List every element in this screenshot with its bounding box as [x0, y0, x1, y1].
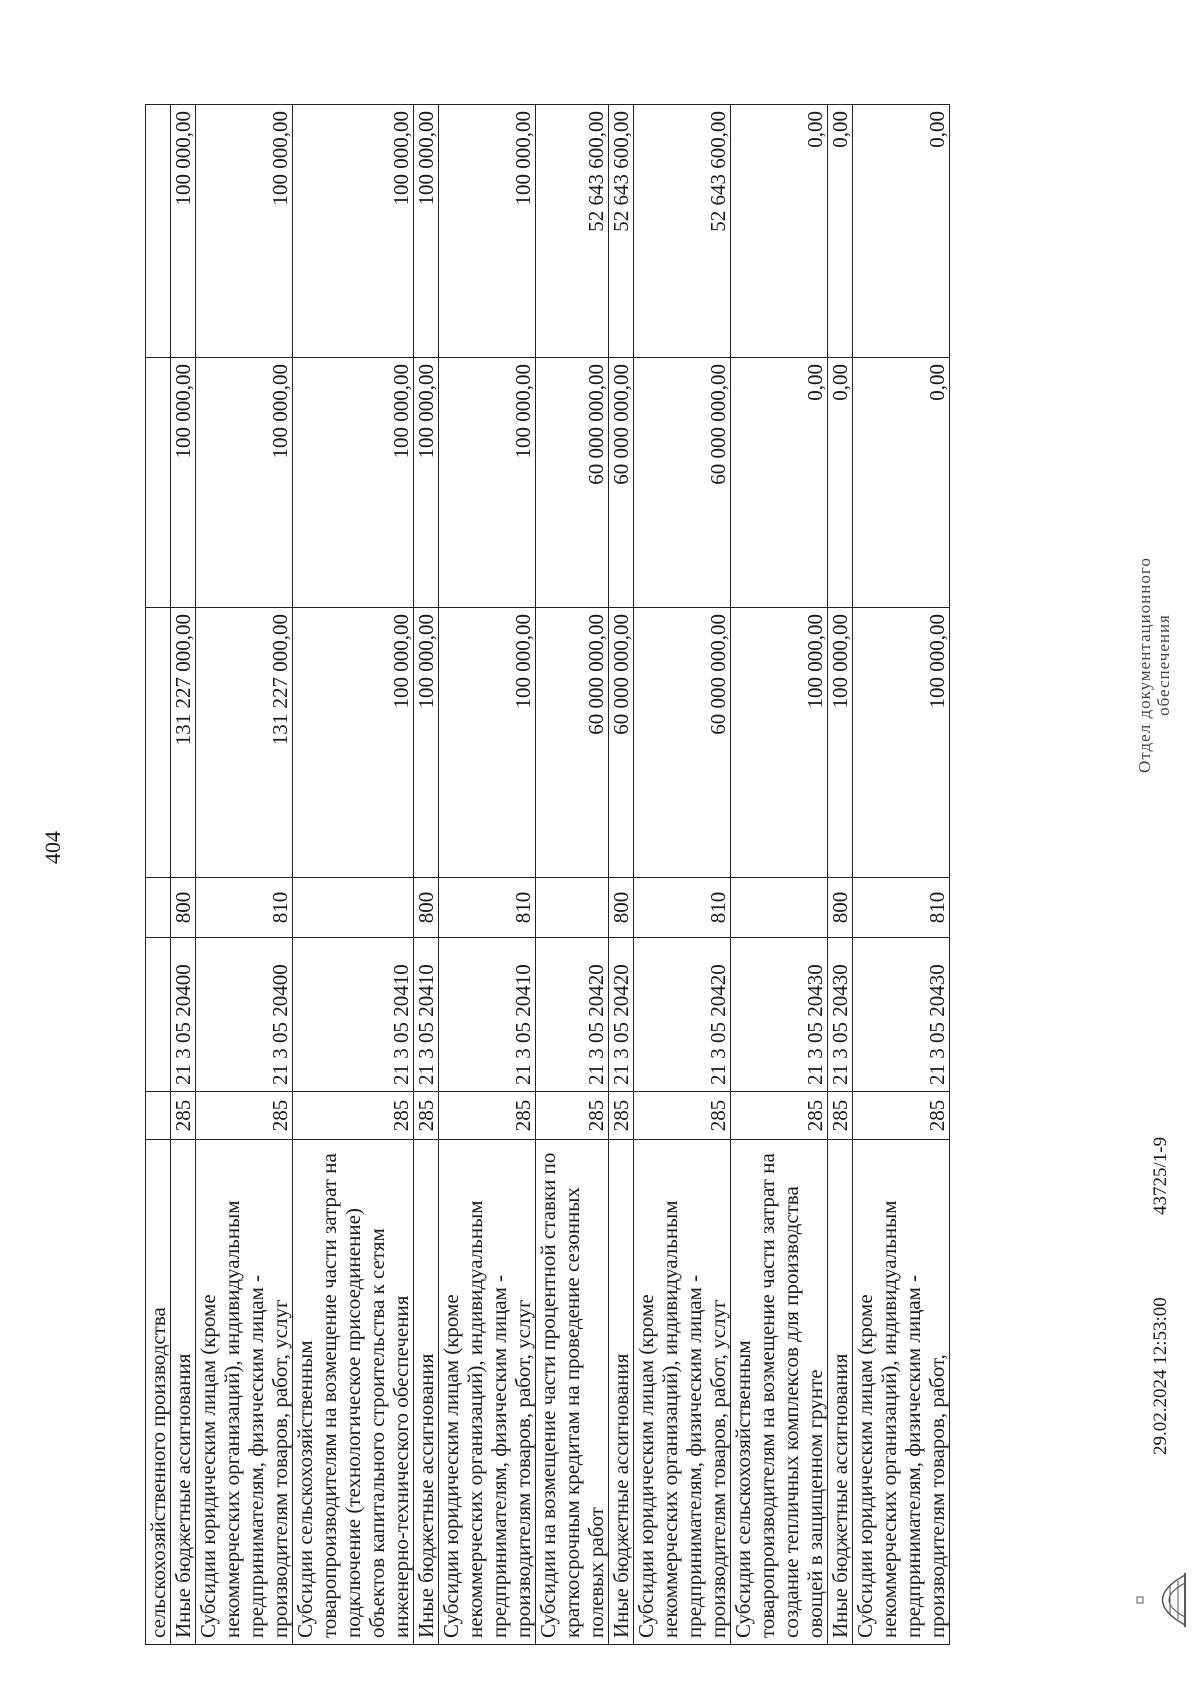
cell-s3: 52 643 600,00	[634, 105, 731, 358]
cell-ved: 285	[731, 1092, 828, 1140]
table-row	[634, 105, 731, 1645]
cell-s1: 100 000,00	[731, 608, 828, 878]
table-row	[146, 105, 171, 1645]
table-row	[196, 105, 293, 1645]
cell-s3: 52 643 600,00	[536, 105, 609, 358]
cell-vr: 810	[439, 878, 536, 938]
cell-desc: Субсидии юридическим лицам (кроме некоммерческих организаций), индивидуальным предпринимателям, физическим лицам - производителям товаров, работ, услуг	[439, 1140, 536, 1645]
table-row	[171, 105, 196, 1645]
cell-s3: 100 000,00	[414, 105, 439, 358]
footer-date: 29.02.2024 12:53:00	[1150, 1297, 1171, 1455]
cell-csr: 21 3 05 20420	[634, 938, 731, 1092]
cell-s2	[146, 358, 171, 608]
stamp-line-2: обеспечения	[1154, 614, 1173, 716]
cell-vr: 800	[171, 878, 196, 938]
cell-s2: 100 000,00	[414, 358, 439, 608]
cell-s1: 100 000,00	[853, 608, 950, 878]
cell-s3: 100 000,00	[171, 105, 196, 358]
cell-s1: 60 000 000,00	[536, 608, 609, 878]
cell-s1: 100 000,00	[828, 608, 853, 878]
cell-vr: 810	[196, 878, 293, 938]
cell-desc: Иные бюджетные ассигнования	[171, 1140, 196, 1645]
cell-s2: 100 000,00	[439, 358, 536, 608]
cell-csr: 21 3 05 20410	[439, 938, 536, 1092]
cell-csr: 21 3 05 20430	[853, 938, 950, 1092]
stamp-line-1: Отдел документационного	[1135, 557, 1154, 773]
cell-s3: 0,00	[853, 105, 950, 358]
cell-s3	[146, 105, 171, 358]
cell-s1: 131 227 000,00	[171, 608, 196, 878]
cell-vr: 800	[828, 878, 853, 938]
cell-s2: 0,00	[828, 358, 853, 608]
cell-s3: 52 643 600,00	[609, 105, 634, 358]
budget-table	[145, 104, 950, 1645]
cell-s2: 0,00	[853, 358, 950, 608]
cell-desc: Субсидии юридическим лицам (кроме некоммерческих организаций), индивидуальным предпринимателям, физическим лицам - производителям товаров, работ, услуг	[634, 1140, 731, 1645]
cell-csr	[146, 938, 171, 1092]
table-row	[828, 105, 853, 1645]
cell-vr	[536, 878, 609, 938]
cell-s3: 100 000,00	[196, 105, 293, 358]
cell-s1: 60 000 000,00	[634, 608, 731, 878]
cell-ved: 285	[609, 1092, 634, 1140]
cell-ved: 285	[536, 1092, 609, 1140]
cell-s3: 100 000,00	[439, 105, 536, 358]
cell-ved: 285	[293, 1092, 414, 1140]
cell-desc: сельскохозяйственного производства	[146, 1140, 171, 1645]
cell-vr: 810	[634, 878, 731, 938]
cell-s2: 60 000 000,00	[536, 358, 609, 608]
cell-csr: 21 3 05 20410	[293, 938, 414, 1092]
cell-s3: 100 000,00	[293, 105, 414, 358]
cell-s2: 100 000,00	[196, 358, 293, 608]
cell-s1: 60 000 000,00	[609, 608, 634, 878]
cell-vr: 800	[609, 878, 634, 938]
cell-s3: 0,00	[731, 105, 828, 358]
cell-ved: 285	[196, 1092, 293, 1140]
cell-vr	[293, 878, 414, 938]
cell-vr: 800	[414, 878, 439, 938]
cell-s1: 100 000,00	[414, 608, 439, 878]
cell-desc: Субсидии юридическим лицам (кроме некоммерческих организаций), индивидуальным предпринимателям, физическим лицам - производителям товаров, работ, услуг	[196, 1140, 293, 1645]
footer-stamp	[1135, 485, 1173, 845]
table-row	[293, 105, 414, 1645]
cell-s1: 131 227 000,00	[196, 608, 293, 878]
cell-csr: 21 3 05 20420	[609, 938, 634, 1092]
cell-s1: 100 000,00	[293, 608, 414, 878]
cell-s1: 100 000,00	[439, 608, 536, 878]
table-row	[536, 105, 609, 1645]
table-row	[853, 105, 950, 1645]
cell-csr: 21 3 05 20400	[196, 938, 293, 1092]
cell-vr: 810	[853, 878, 950, 938]
cell-ved: 285	[171, 1092, 196, 1140]
cell-desc: Субсидии сельскохозяйственным товаропроизводителям на возмещение части затрат на создание тепличных комплексов для производства овощей в защищенном грунте	[731, 1140, 828, 1645]
cell-s2: 60 000 000,00	[609, 358, 634, 608]
cell-desc: Иные бюджетные ассигнования	[828, 1140, 853, 1645]
cell-vr	[146, 878, 171, 938]
footer-code: 43725/1-9	[1150, 1136, 1171, 1215]
cell-s3: 0,00	[828, 105, 853, 358]
cell-vr	[731, 878, 828, 938]
cell-s2: 0,00	[731, 358, 828, 608]
cell-ved: 285	[439, 1092, 536, 1140]
cell-desc: Субсидии на возмещение части процентной ставки по краткосрочным кредитам на проведение сезонных полевых работ	[536, 1140, 609, 1645]
cell-csr: 21 3 05 20430	[731, 938, 828, 1092]
cell-desc: Иные бюджетные ассигнования	[414, 1140, 439, 1645]
table-row	[439, 105, 536, 1645]
cell-ved: 285	[414, 1092, 439, 1140]
cell-csr: 21 3 05 20400	[171, 938, 196, 1092]
cell-s2: 100 000,00	[171, 358, 196, 608]
cell-ved: 285	[828, 1092, 853, 1140]
cell-desc: Иные бюджетные ассигнования	[609, 1140, 634, 1645]
cell-csr: 21 3 05 20420	[536, 938, 609, 1092]
cell-ved: 285	[853, 1092, 950, 1140]
cell-ved	[146, 1092, 171, 1140]
page-number: 404	[40, 831, 65, 864]
cell-ved: 285	[634, 1092, 731, 1140]
cell-s2: 100 000,00	[293, 358, 414, 608]
table-row	[414, 105, 439, 1645]
cell-csr: 21 3 05 20410	[414, 938, 439, 1092]
cell-s1	[146, 608, 171, 878]
cell-desc: Субсидии сельскохозяйственным товаропроизводителям на возмещение части затрат на подключение (технологическое присоединение) объектов капитального строительства к сетям инженерно-технического обеспечения	[293, 1140, 414, 1645]
cell-csr: 21 3 05 20430	[828, 938, 853, 1092]
table-row	[731, 105, 828, 1645]
cell-s2: 60 000 000,00	[634, 358, 731, 608]
coat-of-arms-icon	[1135, 1555, 1190, 1645]
cell-desc: Субсидии юридическим лицам (кроме некоммерческих организаций), индивидуальным предпринимателям, физическим лицам - производителям товаров, работ,	[853, 1140, 950, 1645]
table-row	[609, 105, 634, 1645]
